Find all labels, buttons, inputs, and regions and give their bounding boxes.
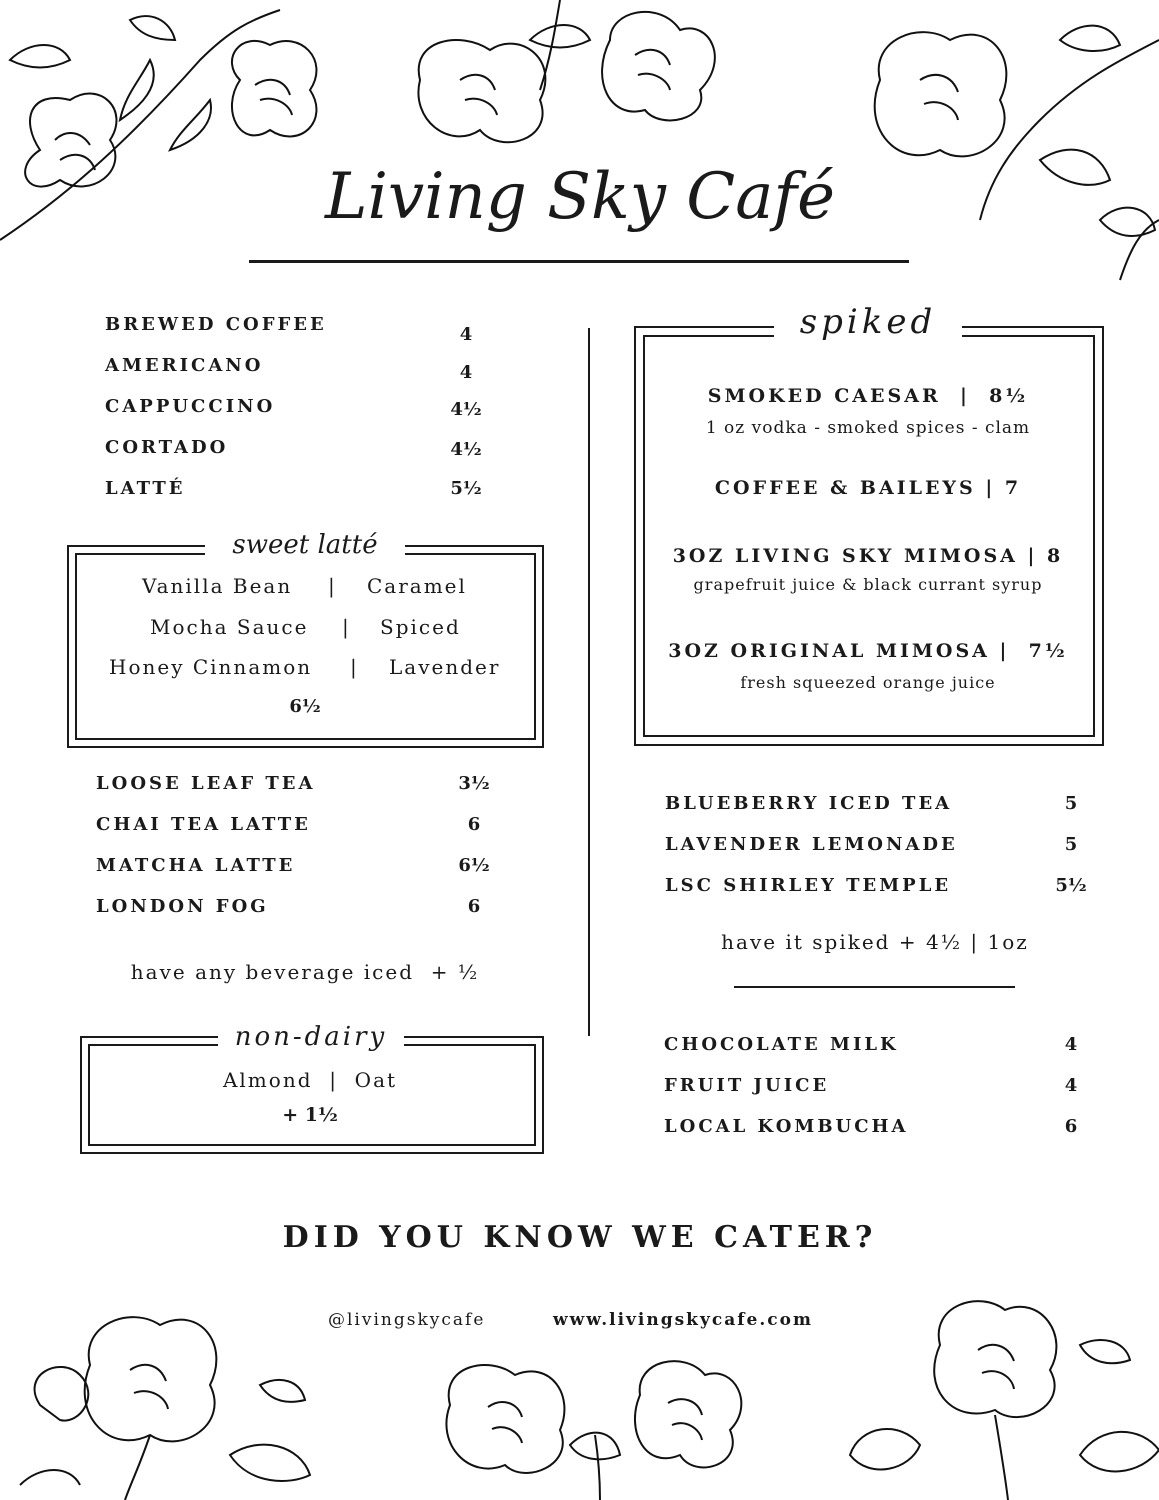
menu-item-price: 4 xyxy=(459,362,473,383)
menu-item-name: CAPPUCCINO xyxy=(105,396,276,417)
section-divider xyxy=(734,986,1015,988)
menu-item-price: 4 xyxy=(459,324,473,345)
flavor-option: Spiced xyxy=(380,615,461,639)
spiked-item-title: 3OZ ORIGINAL MIMOSA | 7½ xyxy=(668,640,1068,662)
menu-item-name: LOCAL KOMBUCHA xyxy=(664,1116,909,1137)
spiked-label: spiked xyxy=(774,302,962,342)
menu-item-name: LOOSE LEAF TEA xyxy=(96,773,316,794)
menu-item-name: LAVENDER LEMONADE xyxy=(665,834,958,855)
menu-item-name: BREWED COFFEE xyxy=(105,314,327,335)
spiked-item-desc: grapefruit juice & black currant syrup xyxy=(693,575,1043,594)
flavor-separator: | xyxy=(342,615,351,639)
flavor-option: Caramel xyxy=(367,574,467,598)
menu-item-price: 6 xyxy=(467,814,481,835)
menu-item-name: LONDON FOG xyxy=(96,896,269,917)
floral-top-left-illustration xyxy=(0,0,360,300)
menu-item-name: LSC SHIRLEY TEMPLE xyxy=(665,875,952,896)
non-dairy-inner-frame xyxy=(88,1044,536,1146)
menu-item-price: 6 xyxy=(467,896,481,917)
menu-item-price: 5 xyxy=(1064,834,1078,855)
flavor-option: Honey Cinnamon xyxy=(109,655,313,679)
spiked-item-title: 3OZ LIVING SKY MIMOSA | 8 xyxy=(672,545,1064,567)
column-divider xyxy=(588,328,590,1036)
menu-item-price: 5 xyxy=(1064,793,1078,814)
spiked-item-title: COFFEE & BAILEYS | 7 xyxy=(714,477,1022,499)
non-dairy-label: non-dairy xyxy=(218,1022,404,1052)
title-underline xyxy=(249,260,909,263)
menu-item-price: 6 xyxy=(1064,1116,1078,1137)
menu-item-price: 4½ xyxy=(450,399,482,420)
flavor-separator: | xyxy=(328,574,337,598)
sweet-latte-price: 6½ xyxy=(289,696,321,717)
non-dairy-options: Almond | Oat xyxy=(222,1068,398,1092)
menu-item-name: CHOCOLATE MILK xyxy=(664,1034,899,1055)
catering-heading: DID YOU KNOW WE CATER? xyxy=(282,1220,878,1255)
menu-item-name: AMERICANO xyxy=(105,355,264,376)
menu-item-price: 3½ xyxy=(458,773,490,794)
floral-top-center-illustration xyxy=(380,0,740,160)
menu-item-name: BLUEBERRY ICED TEA xyxy=(665,793,953,814)
menu-item-price: 4½ xyxy=(450,439,482,460)
floral-bottom-center-illustration xyxy=(410,1345,790,1500)
menu-item-name: FRUIT JUICE xyxy=(664,1075,830,1096)
spiked-item-desc: fresh squeezed orange juice xyxy=(740,673,996,692)
flavor-option: Mocha Sauce xyxy=(150,615,309,639)
non-dairy-price: + 1½ xyxy=(282,1104,338,1126)
menu-item-price: 5½ xyxy=(450,478,482,499)
spiked-note: have it spiked + 4½ | 1oz xyxy=(721,930,1029,954)
floral-bottom-right-illustration xyxy=(830,1285,1159,1500)
menu-item-price: 6½ xyxy=(458,855,490,876)
floral-bottom-left-illustration xyxy=(0,1285,380,1500)
spiked-item-title: SMOKED CAESAR | 8½ xyxy=(707,385,1029,407)
menu-item-name: LATTÉ xyxy=(105,478,186,499)
flavor-option: Lavender xyxy=(389,655,501,679)
floral-top-right-illustration xyxy=(840,0,1159,300)
menu-item-name: CORTADO xyxy=(105,437,229,458)
iced-note: have any beverage iced + ½ xyxy=(130,960,480,984)
social-handle: @livingskycafe xyxy=(328,1310,486,1330)
website-link[interactable]: www.livingskycafe.com xyxy=(553,1310,813,1330)
spiked-item-desc: 1 oz vodka - smoked spices - clam xyxy=(705,418,1031,438)
menu-item-price: 4 xyxy=(1064,1075,1078,1096)
page-title: Living Sky Café xyxy=(325,160,835,234)
sweet-latte-label: sweet latté xyxy=(205,530,405,560)
menu-item-price: 4 xyxy=(1064,1034,1078,1055)
menu-item-name: CHAI TEA LATTE xyxy=(96,814,311,835)
flavor-separator: | xyxy=(350,655,359,679)
menu-item-price: 5½ xyxy=(1055,875,1087,896)
menu-item-name: MATCHA LATTE xyxy=(96,855,296,876)
flavor-option: Vanilla Bean xyxy=(142,574,293,598)
